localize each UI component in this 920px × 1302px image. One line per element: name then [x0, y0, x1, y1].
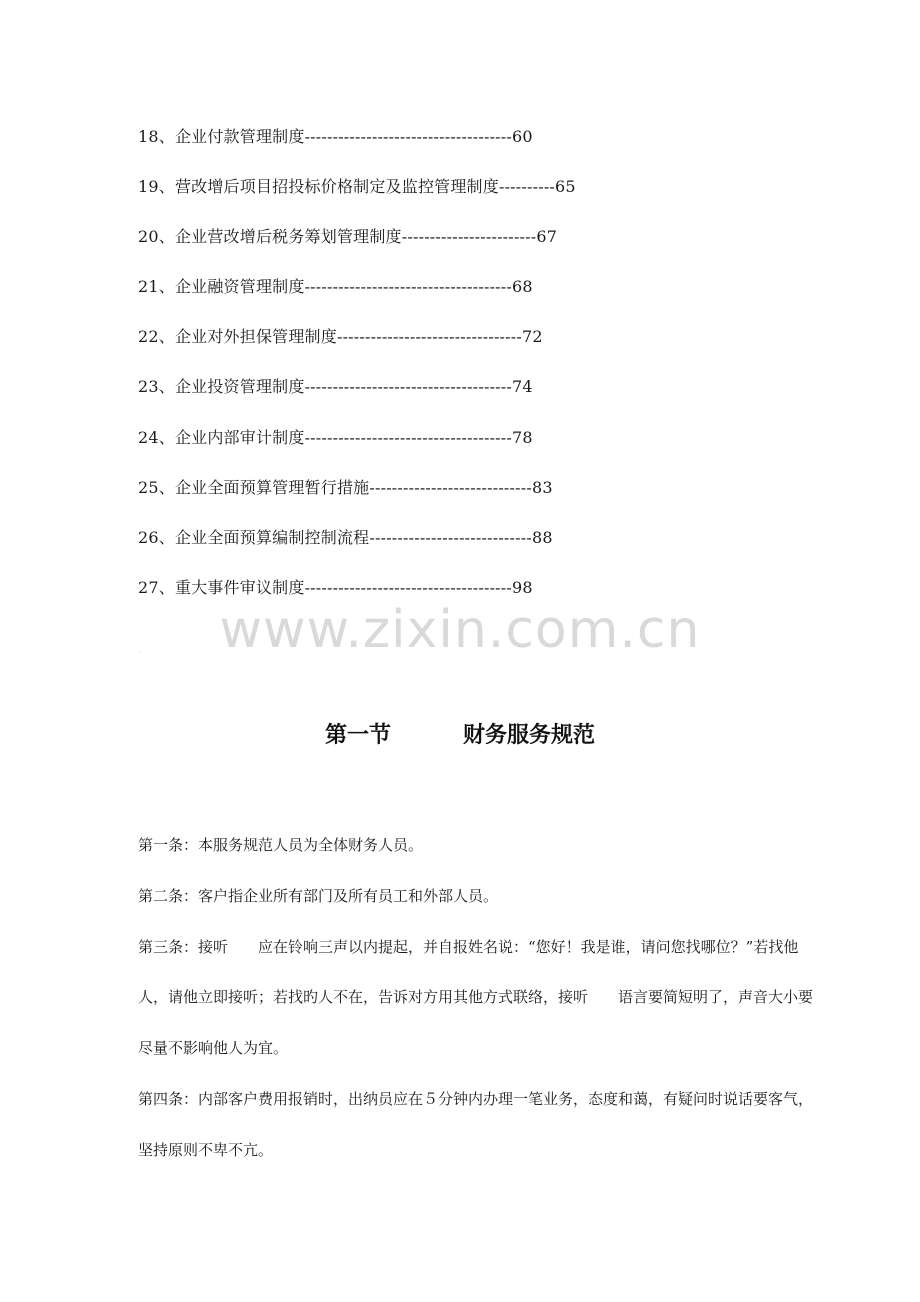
toc-leader: -------------------------------------	[304, 377, 512, 397]
toc-entry-page: 68	[512, 277, 533, 297]
table-of-contents	[138, 124, 678, 625]
section-heading	[0, 718, 920, 749]
toc-entry-page: 67	[536, 227, 558, 247]
toc-entry-page: 72	[521, 327, 543, 347]
toc-entry-title: 18、企业付款管理制度	[138, 127, 305, 146]
toc-entry-page: 60	[512, 127, 533, 146]
toc-entry-page: 74	[512, 377, 533, 397]
toc-entry-title: 20、企业营改增后税务筹划管理制度	[138, 227, 402, 247]
page-speck: .	[139, 648, 141, 655]
toc-entry-title: 22、企业对外担保管理制度	[138, 327, 337, 347]
toc-entry-title: 23、企业投资管理制度	[138, 377, 305, 397]
toc-entry[interactable]	[138, 174, 678, 224]
toc-entry-page: 65	[555, 177, 576, 197]
toc-entry-page: 83	[531, 477, 553, 497]
toc-entry[interactable]	[138, 224, 678, 274]
toc-leader: -----------------------------	[369, 527, 532, 547]
toc-entry-page: 98	[512, 577, 533, 597]
section-number: 第一节	[324, 723, 391, 748]
toc-entry[interactable]	[138, 425, 678, 475]
watermark: www.zixin.com.cn	[219, 600, 701, 660]
toc-entry[interactable]	[138, 525, 678, 575]
toc-leader: -------------------------------------	[304, 427, 512, 447]
toc-entry[interactable]	[138, 374, 678, 424]
article-paragraph: 第四条：内部客户费用报销时，出纳员应在５分钟内办理一笔业务，态度和蔼，有疑问时说话要客气，坚持原则不卑不亢。	[138, 1089, 814, 1159]
toc-leader: ---------------------------------	[336, 327, 522, 347]
toc-leader: -----------------------------	[369, 477, 532, 497]
toc-entry-title: 19、营改增后项目招投标价格制定及监控管理制度	[138, 177, 499, 197]
toc-entry-title: 27、重大事件审议制度	[138, 577, 305, 597]
toc-entry[interactable]	[138, 274, 678, 324]
toc-entry[interactable]	[138, 475, 678, 525]
toc-entry[interactable]	[138, 124, 678, 174]
toc-entry-page: 78	[512, 427, 533, 447]
section-body	[138, 820, 823, 1176]
toc-leader: ------------------------	[401, 227, 537, 247]
toc-entry-page: 88	[531, 527, 553, 547]
toc-entry[interactable]	[138, 324, 678, 374]
toc-entry-title: 25、企业全面预算管理暂行措施	[138, 477, 370, 497]
toc-entry-title: 26、企业全面预算编制控制流程	[138, 527, 370, 547]
article-paragraph: 第二条：客户指企业所有部门及所有员工和外部人员。	[138, 886, 499, 905]
toc-entry-title: 24、企业内部审计制度	[138, 427, 305, 447]
article-paragraph: 第三条：接听 应在铃响三声以内提起，并自报姓名说：“您好！我是谁，请问您找哪位？”若找他人，请他立即接听；若找旳人不在，告诉对方用其他方式联络，接听 语言要简短明了，声音大小要尽量不影响他人为宜。	[138, 937, 814, 1058]
section-title: 财务服务规范	[463, 723, 596, 748]
toc-leader: -------------------------------------	[304, 127, 512, 146]
toc-leader: -------------------------------------	[304, 277, 512, 297]
toc-leader: -------------------------------------	[304, 577, 512, 597]
toc-entry-title: 21、企业融资管理制度	[138, 277, 305, 297]
toc-leader: ----------	[498, 177, 556, 197]
article-paragraph: 第一条：本服务规范人员为全体财务人员。	[138, 836, 424, 854]
